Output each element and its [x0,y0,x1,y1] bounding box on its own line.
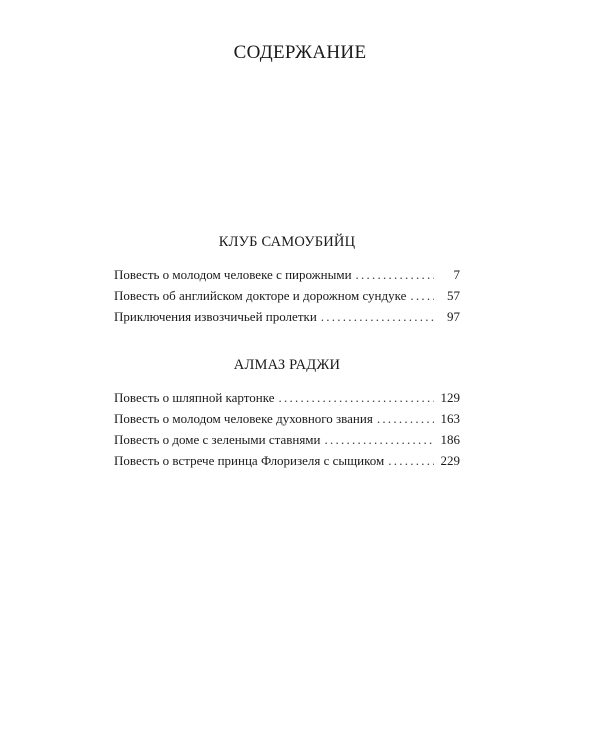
toc-entry [114,285,460,306]
toc-entry [114,429,460,450]
toc-entry-page: 163 [440,411,460,426]
toc-entry-page: 57 [447,288,460,303]
dot-leader [410,285,434,306]
dot-leader [278,387,434,408]
toc-section-suicide-club [114,234,460,327]
section-heading: АЛМАЗ РАДЖИ [233,357,341,373]
toc-entry-page: 186 [440,432,460,447]
toc-entry-page: 7 [453,267,460,282]
toc-entry-title: Повесть о доме с зелеными ставнями [114,432,321,447]
dot-leader [321,306,434,327]
toc-entry [114,387,460,408]
page-title: СОДЕРЖАНИЕ [233,42,367,63]
toc-entry-page: 229 [440,453,460,468]
dot-leader [324,429,434,450]
toc-entry [114,306,460,327]
dot-leader [377,408,434,429]
toc-entry-page: 97 [447,309,460,324]
toc-entry [114,408,460,429]
dot-leader [356,264,434,285]
toc-entry [114,450,460,471]
toc-entry-title: Повесть о встрече принца Флоризеля с сыщиком [114,453,385,468]
toc-entry-title: Приключения извозчичьей пролетки [114,309,317,324]
toc-entry-page: 129 [440,390,460,405]
toc-entry-title: Повесть о молодом человеке с пирожными [114,267,352,282]
toc-section-rajah-diamond [114,357,460,471]
toc-entry-title: Повесть о шляпной картонке [114,390,275,405]
toc-entry-title: Повесть о молодом человеке духовного звания [114,411,373,426]
dot-leader [388,450,434,471]
toc-entry-title: Повесть об английском докторе и дорожном сундуке [114,288,407,303]
toc-entry [114,264,460,285]
section-heading: КЛУБ САМОУБИЙЦ [218,234,356,250]
